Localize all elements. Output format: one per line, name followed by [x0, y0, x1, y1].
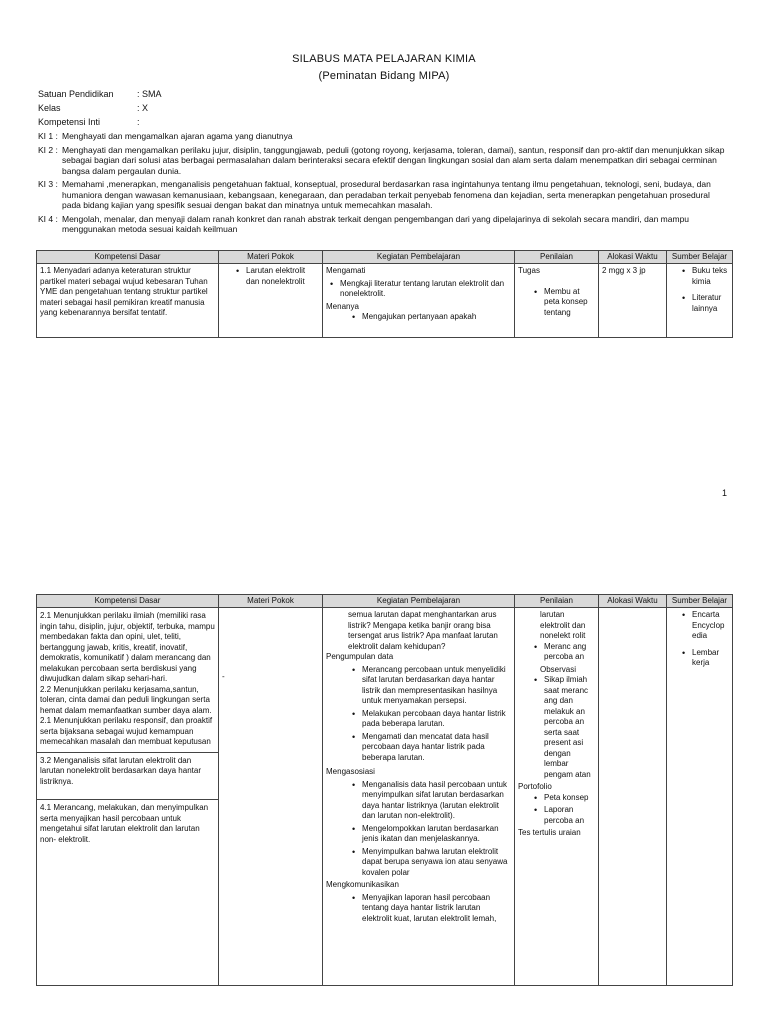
meta-label: Kompetensi Inti	[38, 117, 101, 127]
table-row	[37, 264, 733, 338]
penilaian-item: • Meranc ang percoba an	[544, 642, 595, 663]
penilaian-heading: Observasi	[540, 664, 577, 674]
column-header: Sumber Belajar	[667, 251, 733, 264]
kegiatan-item: • Menganalisis data hasil percobaan untuk menyimpulkan sifat larutan berdasarkan daya hantar listriknya (larutan elektrolit dan larutan non-elektrolit).	[362, 780, 511, 822]
column-header: Kompetensi Dasar	[37, 595, 219, 608]
kegiatan-heading: Pengumpulan data	[326, 652, 394, 661]
penilaian-item: • Membu at peta konsep tentang	[544, 287, 595, 319]
meta-value: :	[137, 117, 140, 127]
kd-group-keterampilan	[37, 799, 218, 985]
silabus-table-page1	[36, 250, 733, 338]
penilaian-cell	[515, 608, 599, 986]
silabus-table-page2	[36, 594, 733, 986]
sumber-item: • Encarta Encyclop edia	[692, 610, 729, 642]
column-header: Penilaian	[515, 595, 599, 608]
kd-group-pengetahuan	[37, 752, 218, 800]
penilaian-heading: Portofolio	[518, 782, 552, 791]
ki-text: Mengolah, menalar, dan menyaji dalam ranah konkret dan ranah abstrak terkait dengan pengembangan dari yang dipelajarinya di sekolah secara mandiri, dan mampu menggunakan metoda sesuai kaidah keilmuan	[62, 213, 690, 234]
kd-cell	[37, 608, 219, 986]
sumber-item: • Buku teks kimia	[692, 266, 729, 287]
materi-dash: -	[222, 672, 225, 681]
ki-item	[38, 214, 730, 235]
penilaian-item: • Laporan percoba an	[544, 805, 595, 826]
meta-value: : X	[137, 103, 149, 113]
penilaian-cell	[515, 264, 599, 338]
materi-item: • Larutan elektrolit dan nonelektrolit	[246, 266, 319, 287]
penilaian-item: • Peta konsep	[544, 793, 595, 804]
meta-value: : SMA	[137, 89, 162, 99]
kegiatan-cell	[323, 608, 515, 986]
sumber-cell	[667, 608, 733, 986]
meta-block	[38, 88, 162, 128]
ki-code: KI 1 :	[38, 131, 58, 141]
kompetensi-inti-list	[38, 131, 730, 235]
kd-item: 2.2 Menunjukkan perilaku kerjasama,santun, toleran, cinta damai dan peduli lingkungan serta hemat dalam memanfaatkan sumber daya alam.	[40, 684, 212, 715]
kd-item: 4.1 Merancang, melakukan, dan menyimpulkan serta menyajikan hasil percobaan untuk mengetahui sifat larutan elektrolit dan larutan non- elektrolit.	[40, 803, 209, 844]
alokasi-cell: 2 mgg x 3 jp	[599, 264, 667, 338]
column-header: Kegiatan Pembelajaran	[323, 595, 515, 608]
kegiatan-cell	[323, 264, 515, 338]
table-row	[37, 608, 733, 986]
kegiatan-item: • Merancang percobaan untuk menyelidiki sifat larutan berdasarkan daya hantar listrik dan mempresentasikan hasilnya untuk menyamakan persepsi.	[362, 665, 511, 707]
document-subtitle: (Peminatan Bidang MIPA)	[318, 70, 450, 82]
column-header: Materi Pokok	[219, 595, 323, 608]
table-header-row	[37, 595, 733, 608]
kegiatan-item: • Mengelompokkan larutan berdasarkan jenis ikatan dan menjelaskannya.	[362, 824, 511, 845]
column-header: Sumber Belajar	[667, 595, 733, 608]
meta-label: Kelas	[38, 103, 61, 113]
penilaian-intro: larutan elektrolit dan nonelekt rolit	[540, 610, 586, 640]
materi-cell	[219, 264, 323, 338]
penilaian-heading: Tes tertulis uraian	[518, 828, 581, 837]
kegiatan-item: • Melakukan percobaan daya hantar listrik pada beberapa larutan.	[362, 709, 511, 730]
kegiatan-item: • Mengamati dan mencatat data hasil percobaan daya hantar listrik pada beberapa larutan.	[362, 732, 511, 764]
materi-cell	[219, 608, 323, 986]
column-header: Kegiatan Pembelajaran	[323, 251, 515, 264]
ki-item	[38, 179, 730, 211]
sumber-item: • Literatur lainnya	[692, 293, 729, 314]
kd-item: 2.1 Menunjukkan perilaku ilmiah (memiliki rasa ingin tahu, disiplin, jujur, objektif, terbuka, mampu membedakan fakta dan opini, ulet, teliti, bertanggung jawab, kritis, kreatif, inovatif, demokratis, komunikatif ) dalam merancang dan melakukan percobaan serta berdiskusi yang diwujudkan dalam sikap sehari-hari.	[40, 611, 215, 683]
page-number: 1	[722, 488, 728, 498]
kd-item: 2.1 Menunjukkan perilaku responsif, dan proaktif serta bijaksana sebagai wujud kemampuan memecahkan masalah dan membuat keputusan	[40, 716, 213, 746]
kd-item: 3.2 Menganalisis sifat larutan elektrolit dan larutan nonelektrolit berdasarkan daya hantar listriknya.	[40, 755, 201, 786]
kegiatan-item: • Menyimpulkan bahwa larutan elektrolit dapat berupa senyawa ion atau senyawa kovalen polar	[362, 847, 511, 879]
meta-label: Satuan Pendidikan	[38, 89, 114, 99]
ki-code: KI 3 :	[38, 179, 58, 189]
kegiatan-item: • Menyajikan laporan hasil percobaan tentang daya hantar listrik larutan elektrolit kuat, larutan elektrolit lemah,	[362, 893, 511, 925]
kd-cell: 1.1 Menyadari adanya keteraturan struktur partikel materi sebagai wujud kebesaran Tuhan YME dan pengetahuan tentang struktur partikel materi sebagai hasil pemikiran kreatif manusia yang kebenarannya bersifat tentatif.	[37, 264, 219, 338]
penilaian-item: • Sikap ilmiah saat meranc ang dan melakuk an percoba an serta saat present asi dengan lembar pengam atan	[544, 675, 595, 780]
ki-code: KI 2 :	[38, 144, 58, 155]
kd-group-sikap	[37, 608, 218, 752]
kegiatan-heading: Menanya	[326, 301, 359, 311]
kegiatan-intro: semua larutan dapat menghantarkan arus listrik? Mengapa ketika banjir orang bisa tersengat arus listrik? Apa manfaat larutan elektrolit dalam kehidupan?	[348, 610, 498, 651]
kegiatan-item: • Mengajukan pertanyaan apakah	[362, 312, 511, 323]
ki-item	[38, 145, 730, 177]
ki-text: Menghayati dan mengamalkan perilaku jujur, disiplin, tanggungjawab, peduli (gotong royong, kerjasama, toleran, damai), santun, responsif dan pro-aktif dan menunjukkan sikap sebagai bagian dari solusi atas berbagai permasalahan dalam berinteraksi secara efektif dengan lingkungan sosial dan alam serta dalam menempatkan diri sebagai cerminan bangsa dalam pergaulan dunia.	[62, 144, 725, 176]
column-header: Alokasi Waktu	[599, 251, 667, 264]
kegiatan-heading: Mengamati	[326, 266, 366, 275]
kegiatan-heading: Mengkomunikasikan	[326, 880, 399, 889]
penilaian-heading: Tugas	[518, 266, 540, 275]
sumber-item: • Lembar kerja	[692, 648, 729, 669]
table-header-row	[37, 251, 733, 264]
kegiatan-item: • Mengkaji literatur tentang larutan elektrolit dan nonelektrolit.	[340, 279, 511, 300]
column-header: Alokasi Waktu	[599, 595, 667, 608]
column-header: Materi Pokok	[219, 251, 323, 264]
column-header: Kompetensi Dasar	[37, 251, 219, 264]
column-header: Penilaian	[515, 251, 599, 264]
kegiatan-heading: Mengasosiasi	[326, 767, 375, 776]
document-title: SILABUS MATA PELAJARAN KIMIA	[292, 53, 476, 65]
ki-code: KI 4 :	[38, 213, 58, 224]
alokasi-cell	[599, 608, 667, 986]
ki-text: Menghayati dan mengamalkan ajaran agama yang dianutnya	[62, 131, 293, 141]
ki-item	[38, 131, 730, 142]
ki-text: Memahami ,menerapkan, menganalisis pengetahuan faktual, konseptual, prosedural berdasarkan rasa ingintahunya tentang ilmu pengetahuan, teknologi, seni, budaya, dan humaniora dengan wawasan kemanusiaan, kebangsaan, kenegaraan, dan peradaban terkait penyebab fenomena dan kejadian, serta menerapkan pengetahuan prosedural pada bidang kajian yang spesifik sesuai dengan bakat dan minatnya untuk memecahkan masalah.	[62, 179, 711, 210]
sumber-cell	[667, 264, 733, 338]
